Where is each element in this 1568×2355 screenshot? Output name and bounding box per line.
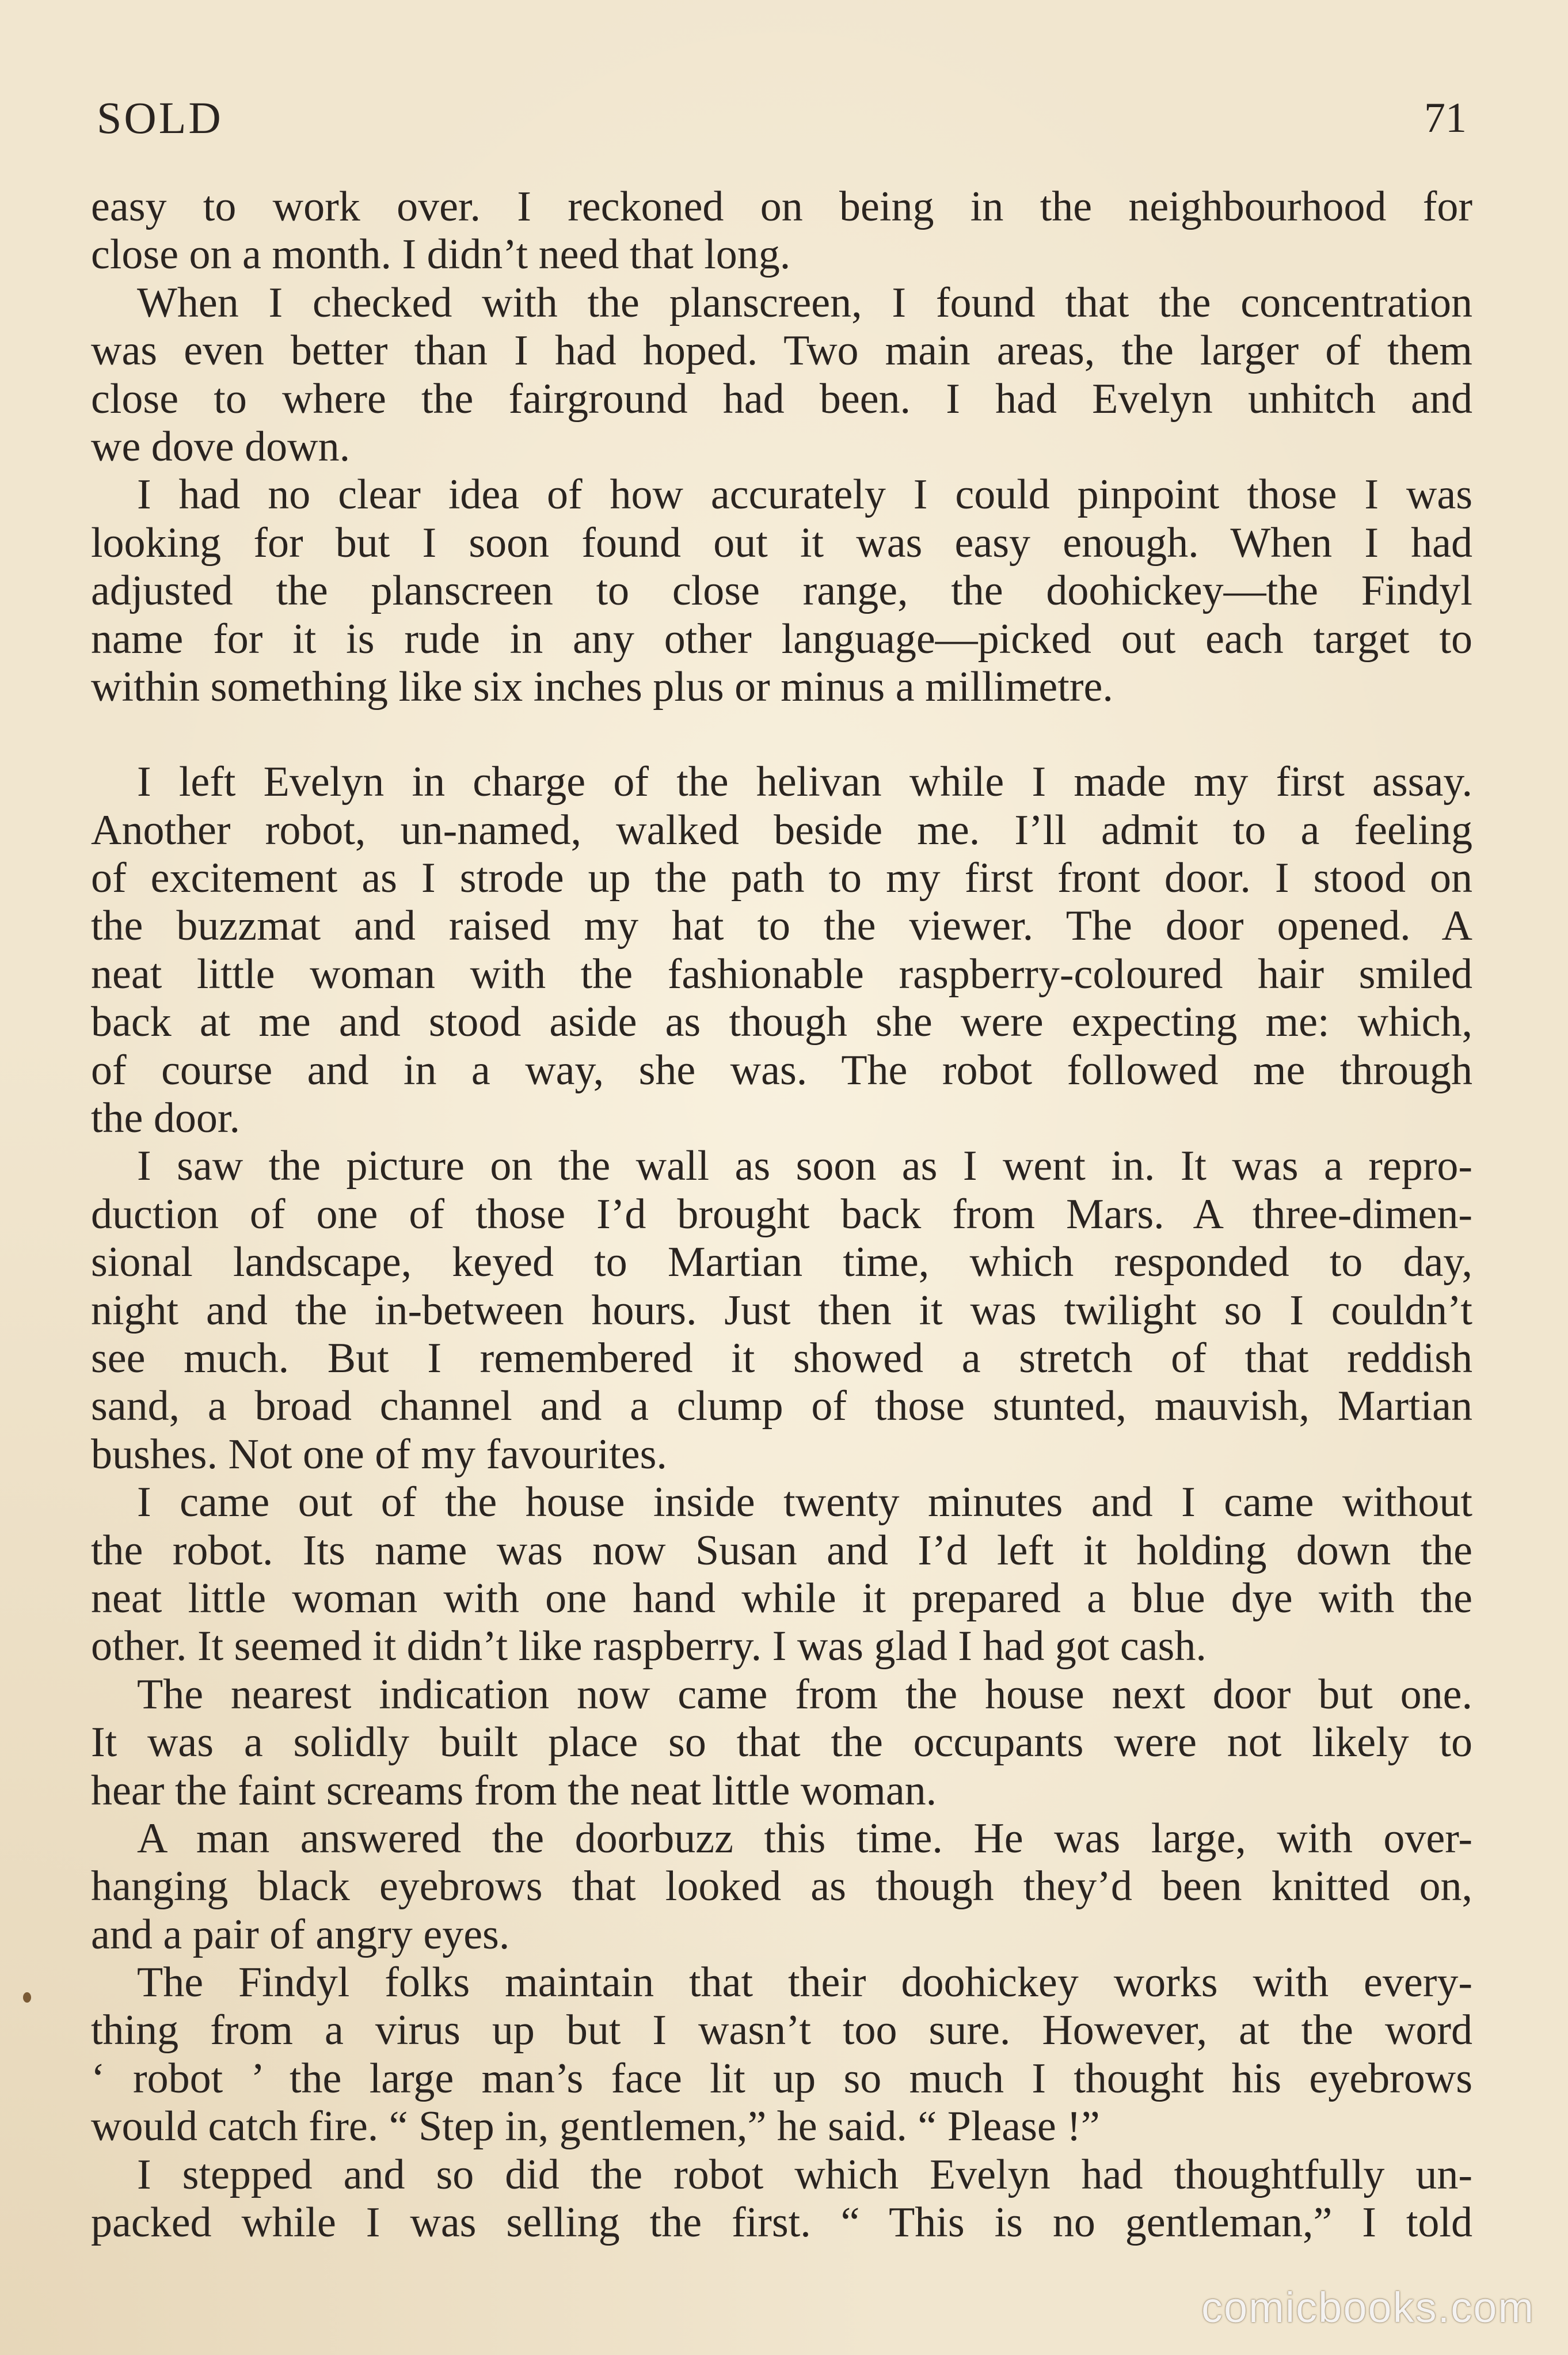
watermark: comicbooks.com [1201,2284,1535,2331]
text-line: within something like six inches plus or minus a millimetre. [91,663,1113,711]
paragraph [91,1959,1472,2151]
text-line: the buzzmat and raised my hat to the viewer. The door opened. A [91,902,1472,950]
paragraph [91,1815,1472,1959]
paragraph [91,1671,1472,1815]
text-line: other. It seemed it didn’t like raspberry. I was glad I had got cash. [91,1623,1207,1670]
text-line: packed while I was selling the first. “ This is no gentleman,” I told [91,2199,1472,2247]
text-line: looking for but I soon found out it was easy enough. When I had [91,519,1472,567]
text-line: easy to work over. I reckoned on being in the neighbourhood for [91,183,1472,230]
text-line: name for it is rude in any other language—picked out each target to [91,615,1472,663]
text-line: A man answered the doorbuzz this time. He was large, with over- [137,1814,1472,1862]
paragraph [91,1142,1472,1479]
text-line: I left Evelyn in charge of the helivan while I made my first assay. [137,758,1472,806]
text-line: the robot. Its name was now Susan and I’d left it holding down the [91,1526,1472,1574]
running-title: SOLD [97,93,223,143]
text-line: was even better than I had hoped. Two main areas, the larger of them [91,327,1472,375]
text-line: of course and in a way, she was. The robot followed me through [91,1046,1472,1094]
running-head [97,86,1467,150]
text-line: It was a solidly built place so that the occupants were not likely to [91,1719,1472,1767]
text-line: duction of one of those I’d brought back from Mars. A three-dimen- [91,1190,1472,1238]
text-line: neat little woman with the fashionable raspberry-coloured hair smiled [91,950,1472,998]
text-line: the door. [91,1095,240,1142]
text-line: adjusted the planscreen to close range, the doohickey—the Findyl [91,567,1472,615]
text-line: close to where the fairground had been. I had Evelyn unhitch and [91,375,1472,423]
paragraph [91,2151,1472,2247]
text-line: Another robot, un-named, walked beside me. I’ll admit to a feeling [91,806,1472,854]
text-line: ‘ robot ’ the large man’s face lit up so much I thought his eyebrows [91,2054,1472,2102]
text-line: of excitement as I strode up the path to my first front door. I stood on [91,854,1472,902]
text-line: The Findyl folks maintain that their doohickey works with every- [137,1959,1472,2007]
text-line: I had no clear idea of how accurately I could pinpoint those I was [137,471,1472,519]
text-line: and a pair of angry eyes. [91,1910,510,1958]
text-line: night and the in-between hours. Just then it was twilight so I couldn’t [91,1286,1472,1334]
paper-speck [23,1992,31,2003]
section-break [91,711,1472,758]
text-line: would catch fire. “ Step in, gentlemen,” he said. “ Please !” [91,2103,1100,2151]
page-number: 71 [1424,94,1467,142]
text-line: close on a month. I didn’t need that long. [91,231,791,279]
text-line: I came out of the house inside twenty minutes and I came without [137,1479,1472,1526]
paragraph [91,758,1472,1142]
paragraph [91,183,1472,279]
text-line: we dove down. [91,423,351,470]
paragraph [91,279,1472,472]
text-line: thing from a virus up but I wasn’t too sure. However, at the word [91,2007,1472,2054]
text-line: I stepped and so did the robot which Evelyn had thoughtfully un- [137,2151,1472,2198]
text-line: sional landscape, keyed to Martian time, which responded to day, [91,1239,1472,1286]
paragraph [91,471,1472,711]
body-text [91,183,1472,2247]
text-line: see much. But I remembered it showed a stretch of that reddish [91,1334,1472,1382]
text-line: hanging black eyebrows that looked as though they’d been knitted on, [91,1863,1472,1910]
text-line: When I checked with the planscreen, I found that the concentration [137,279,1472,326]
text-line: back at me and stood aside as though she were expecting me: which, [91,998,1472,1046]
text-line: neat little woman with one hand while it prepared a blue dye with the [91,1574,1472,1622]
text-line: hear the faint screams from the neat little woman. [91,1767,937,1814]
text-line: sand, a broad channel and a clump of those stunted, mauvish, Martian [91,1382,1472,1430]
text-line: bushes. Not one of my favourites. [91,1430,667,1478]
paragraph [91,1479,1472,1671]
text-line: The nearest indication now came from the house next door but one. [137,1670,1472,1718]
text-line: I saw the picture on the wall as soon as I went in. It was a repro- [137,1142,1472,1190]
